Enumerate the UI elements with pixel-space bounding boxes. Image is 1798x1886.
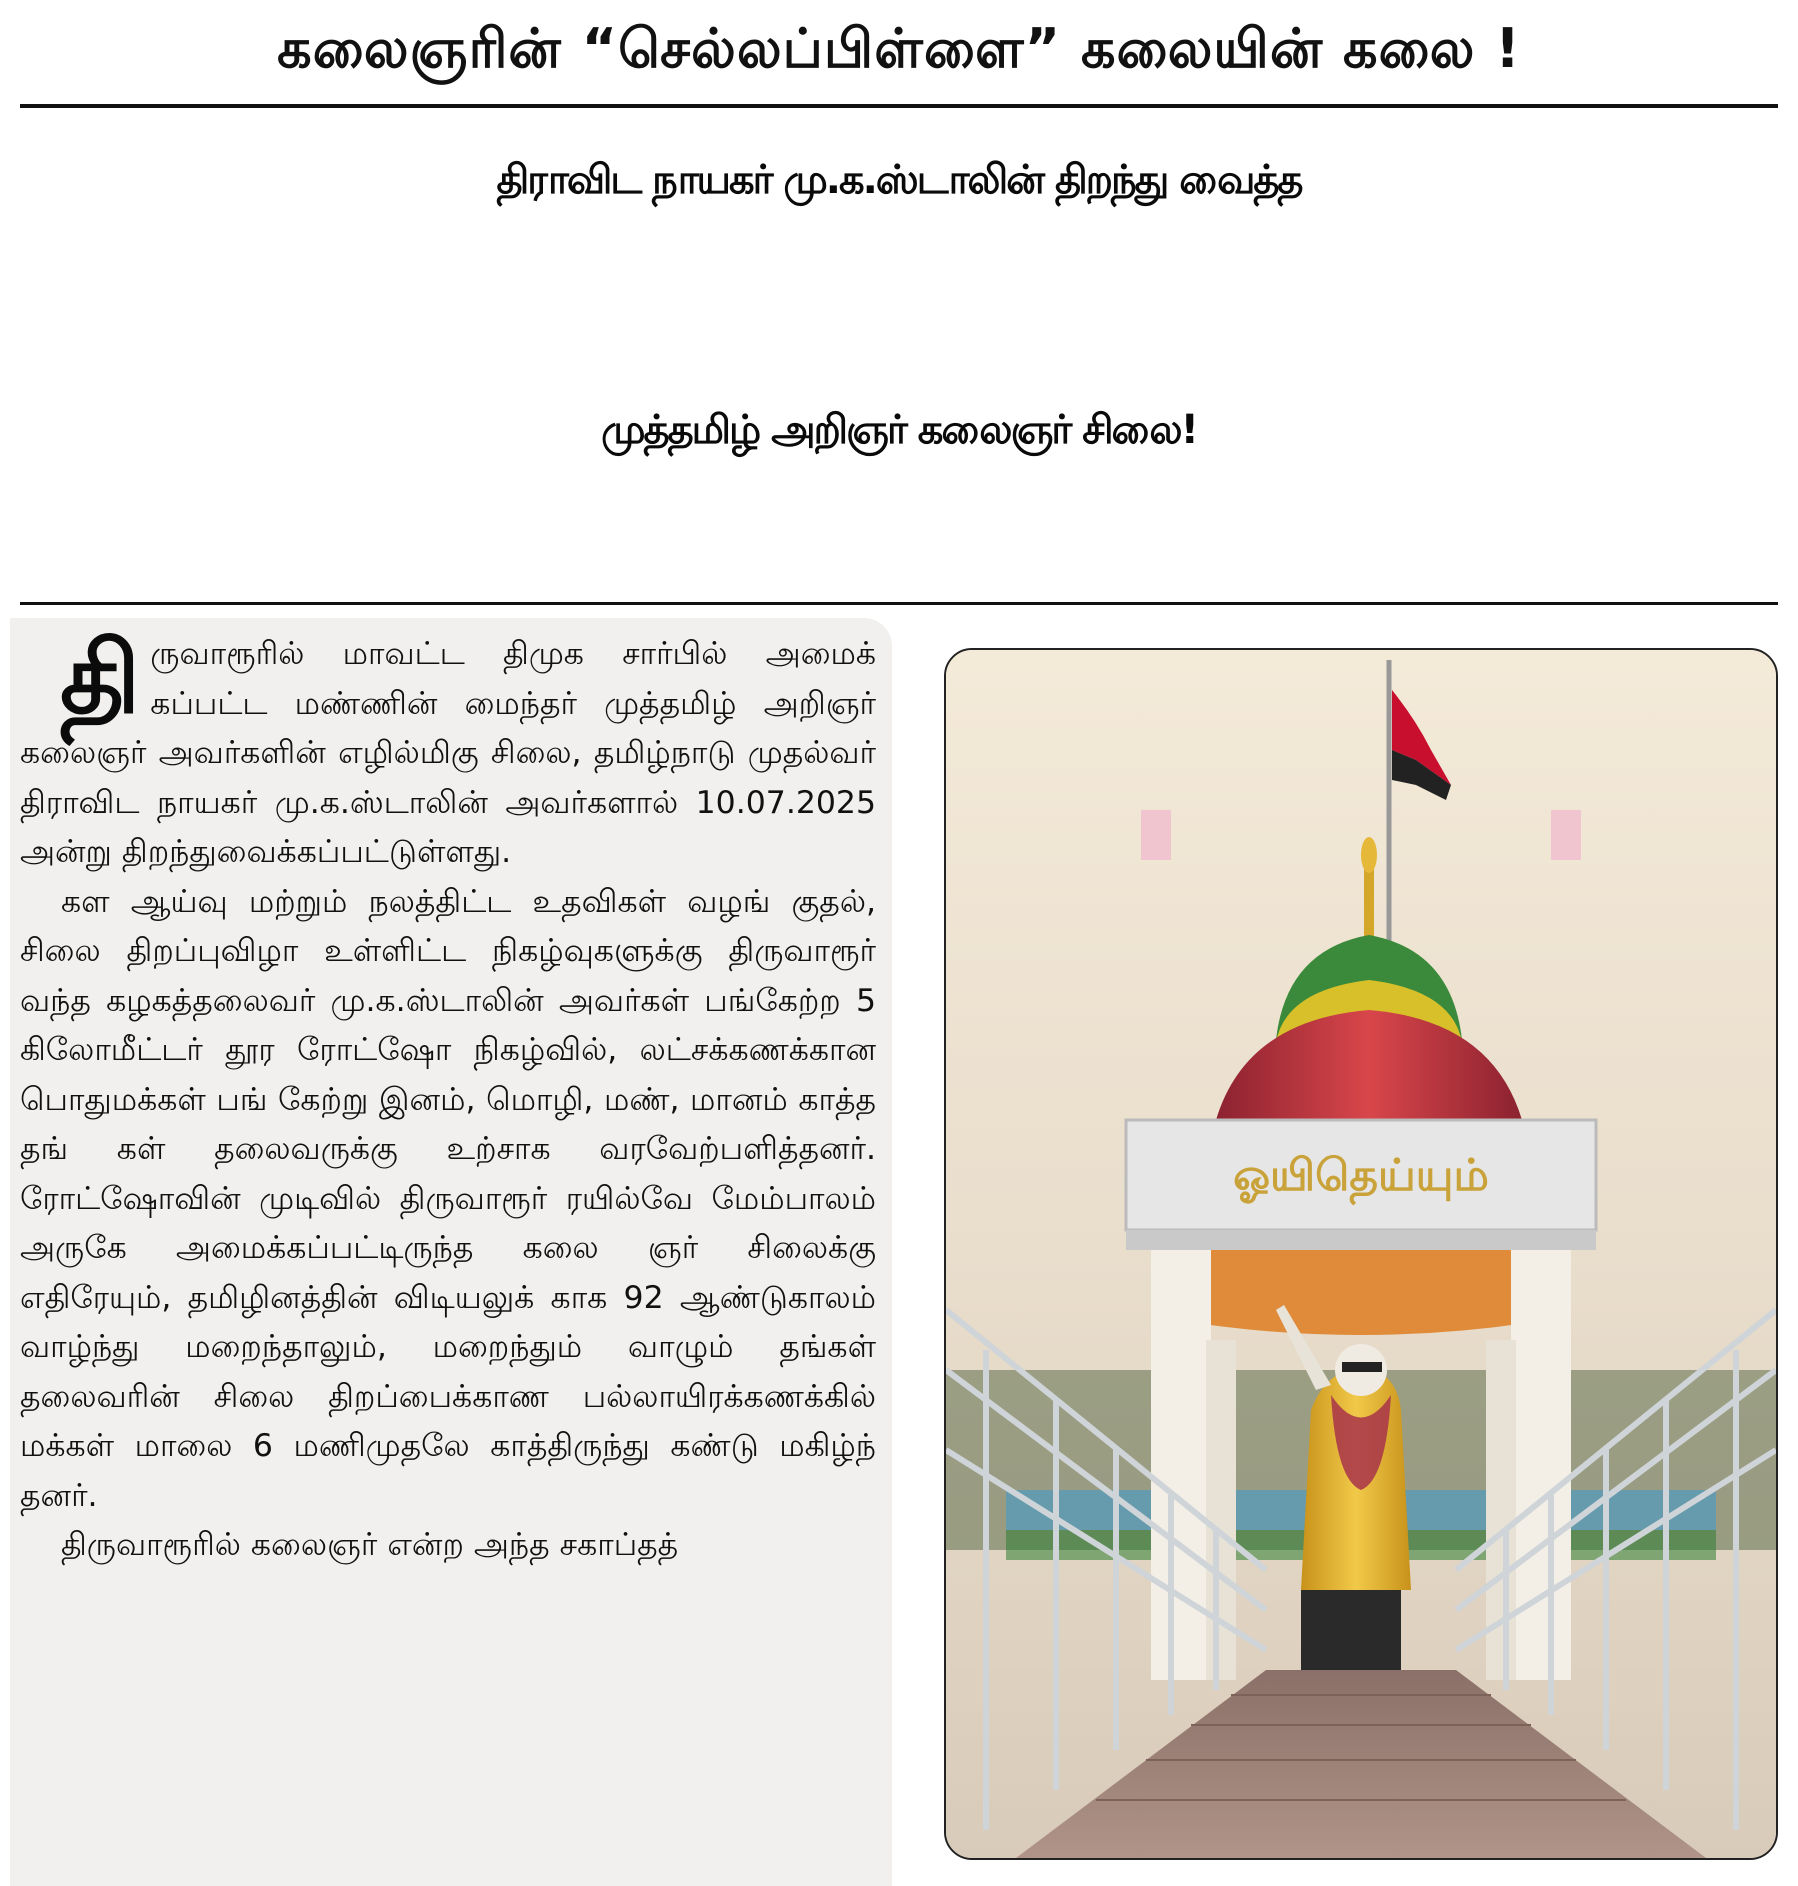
statue-illustration (946, 650, 1776, 1858)
pillar-left (1151, 1250, 1211, 1680)
article-paragraph-1 (20, 622, 876, 878)
article-paragraph-3: திருவாரூரில் கலைஞர் என்ற அந்த சகாப்தத் (60, 1527, 679, 1563)
article-paragraph-1-text: ருவாரூரில் மாவட்ட திமுக சார்பில் அமைக் கப்பட்ட மண்ணின் மைந்தர் முத்தமிழ் அறிஞர் கலைஞர் அவர்களின் எழில்மிகு சிலை, தமிழ்நாடு முதல்வர் திராவிட நாயகர் மு.க.ஸ்டாலின் அவர்களால் 10.07.2025 அன்று திறந்துவைக்கப்பட்டுள்ளது. (20, 636, 876, 870)
canopy-sign-text: ஓயிதெய்யும் (1233, 1150, 1489, 1201)
main-headline-line-1: திராவிட நாயகர் மு.க.ஸ்டாலின் திறந்து வைத்த (496, 157, 1302, 203)
pillar-right-top (1551, 810, 1581, 860)
main-headline-line-2: முத்தமிழ் அறிஞர் கலைஞர் சிலை! (601, 407, 1197, 453)
kicker-headline: கலைஞரின் “செல்லப்பிள்ளை” கலையின் கலை ! (277, 16, 1521, 80)
statue-photo (944, 648, 1778, 1860)
headline-rule (20, 602, 1778, 605)
canopy-underside (1161, 1250, 1561, 1335)
drop-cap: தி (60, 622, 141, 736)
pillar-left-top (1141, 810, 1171, 860)
pillar-right (1511, 1250, 1571, 1680)
article-body (20, 622, 876, 1571)
article-paragraph-2: கள ஆய்வு மற்றும் நலத்திட்ட உதவிகள் வழங் குதல், சிலை திறப்புவிழா உள்ளிட்ட நிகழ்வுகளுக்கு திருவாரூர் வந்த கழகத்தலைவர் மு.க.ஸ்டாலின் அவர்கள் பங்கேற்ற 5 கிலோமீட்டர் தூர ரோட்ஷோ நிகழ்வில், லட்சக்கணக்கான பொதுமக்கள் பங் கேற்று இனம், மொழி, மண், மானம் காத்த தங் கள் தலைவருக்கு உற்சாக வரவேற்பளித்தனர். ரோட்ஷோவின் முடிவில் திருவாரூர் ரயில்வே மேம்பாலம் அருகே அமைக்கப்பட்டிருந்த கலை ஞர் சிலைக்கு எதிரேயும், தமிழினத்தின் விடியலுக் காக 92 ஆண்டுகாலம் வாழ்ந்து மறைந்தாலும், மறைந்தும் வாழும் தங்கள் தலைவரின் சிலை திறப்பைக்காண பல்லாயிரக்கணக்கில் மக்கள் மாலை 6 மணிமுதலே காத்திருந்து கண்டு மகிழ்ந் தனர். (20, 883, 876, 1514)
kicker-rule (20, 104, 1778, 108)
